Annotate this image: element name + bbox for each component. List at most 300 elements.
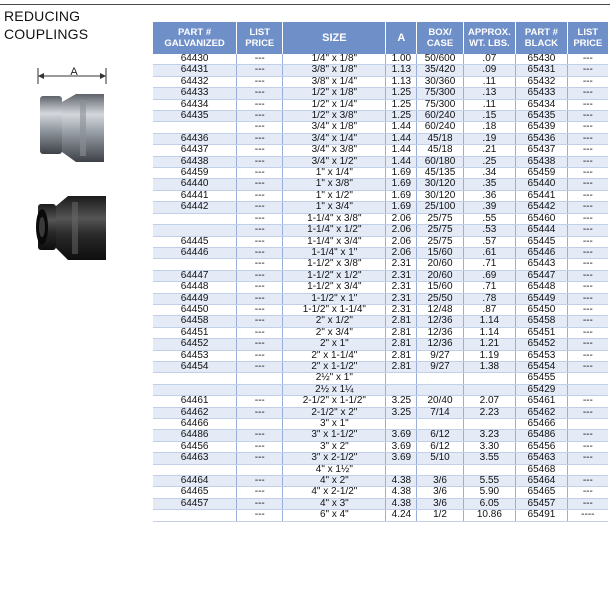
cell-approx-weight: 1.14 — [463, 316, 516, 327]
table-row — [153, 464, 608, 475]
cell-size: 1-1/2" x 3/8" — [283, 259, 386, 270]
cell-dimension-a: 1.25 — [386, 111, 417, 122]
title-line-2: COUPLINGS — [4, 26, 89, 42]
cell-part-black: 65443 — [516, 259, 568, 270]
cell-part-black: 65432 — [516, 76, 568, 87]
cell-dimension-a: 2.81 — [386, 327, 417, 338]
table-row — [153, 111, 608, 122]
cell-approx-weight: 3.30 — [463, 441, 516, 452]
cell-approx-weight: .36 — [463, 190, 516, 201]
cell-part-galvanized — [153, 259, 237, 270]
table-row — [153, 510, 608, 521]
cell-list-price-galvanized: --- — [237, 76, 283, 87]
cell-part-galvanized: 64454 — [153, 361, 237, 372]
cell-list-price-black: --- — [567, 476, 608, 487]
table-row — [153, 339, 608, 350]
cell-part-galvanized: 64433 — [153, 88, 237, 99]
cell-box-case: 25/100 — [417, 202, 463, 213]
cell-part-galvanized: 64453 — [153, 350, 237, 361]
cell-part-galvanized: 64442 — [153, 202, 237, 213]
cell-part-black: 65445 — [516, 236, 568, 247]
header-text: PART # — [524, 27, 558, 38]
cell-list-price-galvanized: --- — [237, 498, 283, 509]
cell-size: 3/4" x 1/8" — [283, 122, 386, 133]
cell-part-galvanized: 64437 — [153, 145, 237, 156]
cell-list-price-galvanized — [237, 373, 283, 384]
cell-box-case — [417, 419, 463, 430]
table-row — [153, 453, 608, 464]
cell-list-price-galvanized: --- — [237, 111, 283, 122]
cell-size: 2" x 1-1/2" — [283, 361, 386, 372]
cell-dimension-a: 1.44 — [386, 145, 417, 156]
cell-part-galvanized: 64441 — [153, 190, 237, 201]
table-row — [153, 168, 608, 179]
cell-box-case: 15/60 — [417, 282, 463, 293]
header-size — [283, 22, 386, 54]
cell-part-black: 65448 — [516, 282, 568, 293]
table-row — [153, 202, 608, 213]
table-row — [153, 327, 608, 338]
table-row — [153, 133, 608, 144]
cell-approx-weight: .61 — [463, 247, 516, 258]
cell-part-black: 65437 — [516, 145, 568, 156]
cell-box-case: 25/75 — [417, 213, 463, 224]
cell-size: 3/8" x 1/4" — [283, 76, 386, 87]
cell-approx-weight: .21 — [463, 145, 516, 156]
table-row — [153, 304, 608, 315]
cell-dimension-a: 2.31 — [386, 282, 417, 293]
cell-box-case — [417, 373, 463, 384]
cell-list-price-galvanized: --- — [237, 65, 283, 76]
cell-size: 2" x 3/4" — [283, 327, 386, 338]
cell-part-galvanized — [153, 213, 237, 224]
table-row — [153, 316, 608, 327]
black-coupling — [36, 196, 106, 260]
cell-approx-weight: .71 — [463, 259, 516, 270]
cell-size: 1-1/2" x 1/2" — [283, 270, 386, 281]
table-row — [153, 430, 608, 441]
cell-approx-weight: 6.05 — [463, 498, 516, 509]
cell-box-case: 45/135 — [417, 168, 463, 179]
cell-list-price-black: --- — [567, 270, 608, 281]
cell-dimension-a — [386, 373, 417, 384]
cell-approx-weight: 10.86 — [463, 510, 516, 521]
cell-list-price-black: --- — [567, 190, 608, 201]
cell-list-price-galvanized: --- — [237, 304, 283, 315]
cell-approx-weight: 3.23 — [463, 430, 516, 441]
cell-size: 1" x 1/2" — [283, 190, 386, 201]
cell-list-price-black: --- — [567, 179, 608, 190]
header-part-galvanized — [153, 22, 237, 54]
cell-list-price-galvanized: --- — [237, 350, 283, 361]
cell-part-black: 65434 — [516, 99, 568, 110]
table-row — [153, 156, 608, 167]
cell-part-black: 65436 — [516, 133, 568, 144]
cell-approx-weight: .55 — [463, 213, 516, 224]
cell-approx-weight: .39 — [463, 202, 516, 213]
cell-size: 4" x 1½" — [283, 464, 386, 475]
cell-list-price-galvanized: --- — [237, 247, 283, 258]
table-row — [153, 236, 608, 247]
cell-list-price-black: --- — [567, 247, 608, 258]
cell-list-price-galvanized: --- — [237, 99, 283, 110]
table-row — [153, 293, 608, 304]
cell-part-galvanized — [153, 225, 237, 236]
cell-part-black: 65453 — [516, 350, 568, 361]
cell-box-case: 12/48 — [417, 304, 463, 315]
cell-part-black: 65452 — [516, 339, 568, 350]
cell-part-black: 65461 — [516, 396, 568, 407]
cell-part-galvanized: 64449 — [153, 293, 237, 304]
cell-box-case: 12/36 — [417, 327, 463, 338]
cell-part-galvanized: 64446 — [153, 247, 237, 258]
table-row — [153, 213, 608, 224]
table-row — [153, 350, 608, 361]
cell-part-black: 65486 — [516, 430, 568, 441]
cell-dimension-a: 3.25 — [386, 407, 417, 418]
cell-list-price-black: --- — [567, 316, 608, 327]
table-row — [153, 225, 608, 236]
cell-approx-weight: .19 — [463, 133, 516, 144]
cell-part-galvanized: 64457 — [153, 498, 237, 509]
header-text: PART # — [178, 27, 212, 38]
table-row — [153, 441, 608, 452]
cell-list-price-galvanized: --- — [237, 270, 283, 281]
cell-approx-weight: .13 — [463, 88, 516, 99]
cell-box-case: 20/60 — [417, 270, 463, 281]
cell-size: 1-1/4" x 1" — [283, 247, 386, 258]
cell-box-case: 30/360 — [417, 76, 463, 87]
cell-list-price-galvanized: --- — [237, 88, 283, 99]
cell-size: 3" x 2-1/2" — [283, 453, 386, 464]
cell-box-case: 12/36 — [417, 339, 463, 350]
cell-size: 2½ x 1¼ — [283, 384, 386, 395]
cell-part-galvanized: 64452 — [153, 339, 237, 350]
cell-list-price-black: --- — [567, 54, 608, 65]
cell-list-price-galvanized: --- — [237, 213, 283, 224]
cell-list-price-black: --- — [567, 213, 608, 224]
cell-approx-weight: .18 — [463, 122, 516, 133]
cell-list-price-galvanized: --- — [237, 156, 283, 167]
cell-part-black: 65431 — [516, 65, 568, 76]
cell-approx-weight — [463, 373, 516, 384]
cell-list-price-black: --- — [567, 327, 608, 338]
cell-list-price-black: --- — [567, 202, 608, 213]
cell-part-galvanized: 64435 — [153, 111, 237, 122]
cell-part-galvanized: 64438 — [153, 156, 237, 167]
table-row — [153, 145, 608, 156]
header-text: PRICE — [573, 38, 603, 49]
cell-list-price-galvanized: --- — [237, 441, 283, 452]
cell-part-galvanized: 64465 — [153, 487, 237, 498]
cell-dimension-a: 2.06 — [386, 213, 417, 224]
cell-list-price-galvanized: --- — [237, 327, 283, 338]
cell-dimension-a: 3.69 — [386, 453, 417, 464]
cell-approx-weight: .11 — [463, 99, 516, 110]
cell-list-price-galvanized — [237, 464, 283, 475]
cell-approx-weight: .69 — [463, 270, 516, 281]
table-row — [153, 419, 608, 430]
cell-box-case: 7/14 — [417, 407, 463, 418]
table-row — [153, 190, 608, 201]
cell-dimension-a: 2.31 — [386, 270, 417, 281]
cell-approx-weight: .09 — [463, 65, 516, 76]
cell-part-galvanized: 64486 — [153, 430, 237, 441]
cell-size: 1-1/4" x 1/2" — [283, 225, 386, 236]
cell-dimension-a: 4.38 — [386, 487, 417, 498]
cell-list-price-galvanized — [237, 384, 283, 395]
cell-dimension-a: 4.38 — [386, 498, 417, 509]
cell-box-case: 3/6 — [417, 487, 463, 498]
cell-size: 1/2" x 1/8" — [283, 88, 386, 99]
header-part-black — [516, 22, 568, 54]
page-title — [4, 7, 88, 43]
cell-list-price-galvanized: --- — [237, 407, 283, 418]
cell-approx-weight: .57 — [463, 236, 516, 247]
cell-size: 2" x 1" — [283, 339, 386, 350]
cell-approx-weight: 2.23 — [463, 407, 516, 418]
cell-dimension-a: 1.25 — [386, 99, 417, 110]
cell-list-price-black: --- — [567, 396, 608, 407]
cell-list-price-black: --- — [567, 259, 608, 270]
cell-approx-weight: .53 — [463, 225, 516, 236]
top-rule — [0, 4, 610, 5]
table-row — [153, 361, 608, 372]
cell-part-black: 65433 — [516, 88, 568, 99]
cell-dimension-a: 3.69 — [386, 441, 417, 452]
cell-part-galvanized: 64464 — [153, 476, 237, 487]
cell-size: 3/8" x 1/8" — [283, 65, 386, 76]
table-header-row — [153, 22, 608, 54]
cell-approx-weight: 1.38 — [463, 361, 516, 372]
table-row — [153, 282, 608, 293]
cell-size: 1-1/4" x 3/4" — [283, 236, 386, 247]
table-row — [153, 122, 608, 133]
cell-size: 3" x 1" — [283, 419, 386, 430]
cell-part-galvanized: 64461 — [153, 396, 237, 407]
cell-box-case: 6/12 — [417, 430, 463, 441]
cell-part-black: 65447 — [516, 270, 568, 281]
cell-list-price-black: --- — [567, 88, 608, 99]
cell-box-case — [417, 464, 463, 475]
cell-part-galvanized: 64447 — [153, 270, 237, 281]
cell-approx-weight: .07 — [463, 54, 516, 65]
cell-size: 1/2" x 1/4" — [283, 99, 386, 110]
cell-list-price-black: --- — [567, 236, 608, 247]
cell-part-galvanized: 64458 — [153, 316, 237, 327]
cell-box-case: 1/2 — [417, 510, 463, 521]
cell-approx-weight: 1.14 — [463, 327, 516, 338]
cell-box-case: 45/18 — [417, 145, 463, 156]
cell-box-case: 3/6 — [417, 476, 463, 487]
cell-dimension-a: 1.13 — [386, 65, 417, 76]
cell-size: 4" x 2" — [283, 476, 386, 487]
cell-list-price-galvanized: --- — [237, 168, 283, 179]
cell-list-price-galvanized: --- — [237, 133, 283, 144]
header-box-case — [417, 22, 463, 54]
cell-approx-weight: .15 — [463, 111, 516, 122]
cell-list-price-black — [567, 373, 608, 384]
cell-list-price-black — [567, 464, 608, 475]
cell-box-case: 5/10 — [417, 453, 463, 464]
cell-dimension-a — [386, 464, 417, 475]
coupling-table — [153, 22, 608, 522]
header-text: LIST — [249, 27, 271, 38]
cell-dimension-a: 2.31 — [386, 259, 417, 270]
cell-list-price-black: --- — [567, 111, 608, 122]
cell-approx-weight: .35 — [463, 179, 516, 190]
table-row — [153, 270, 608, 281]
cell-approx-weight — [463, 419, 516, 430]
table-row — [153, 373, 608, 384]
cell-dimension-a: 2.06 — [386, 247, 417, 258]
cell-approx-weight — [463, 384, 516, 395]
table-row — [153, 179, 608, 190]
header-dimension-a — [386, 22, 417, 54]
cell-approx-weight: 2.07 — [463, 396, 516, 407]
cell-part-galvanized — [153, 384, 237, 395]
cell-part-black: 65441 — [516, 190, 568, 201]
header-list-price-galvanized — [237, 22, 283, 54]
cell-part-black: 65440 — [516, 179, 568, 190]
cell-part-black: 65451 — [516, 327, 568, 338]
header-text: SIZE — [322, 31, 347, 44]
cell-dimension-a: 1.00 — [386, 54, 417, 65]
table-row — [153, 65, 608, 76]
cell-box-case: 15/60 — [417, 247, 463, 258]
cell-list-price-black: --- — [567, 361, 608, 372]
table-row — [153, 498, 608, 509]
cell-part-galvanized: 64463 — [153, 453, 237, 464]
table-row — [153, 259, 608, 270]
cell-list-price-galvanized: --- — [237, 259, 283, 270]
cell-list-price-black: --- — [567, 133, 608, 144]
cell-dimension-a: 1.44 — [386, 133, 417, 144]
cell-box-case: 75/300 — [417, 99, 463, 110]
cell-box-case: 25/50 — [417, 293, 463, 304]
cell-list-price-black: --- — [567, 225, 608, 236]
cell-size: 4" x 3" — [283, 498, 386, 509]
table-row — [153, 247, 608, 258]
cell-part-galvanized: 64466 — [153, 419, 237, 430]
cell-part-galvanized: 64459 — [153, 168, 237, 179]
coupling-illustration — [28, 64, 128, 284]
cell-list-price-galvanized: --- — [237, 282, 283, 293]
cell-list-price-galvanized: --- — [237, 361, 283, 372]
cell-box-case: 50/600 — [417, 54, 463, 65]
cell-dimension-a: 1.44 — [386, 156, 417, 167]
cell-part-black: 65459 — [516, 168, 568, 179]
cell-list-price-black — [567, 384, 608, 395]
cell-part-black: 65463 — [516, 453, 568, 464]
cell-list-price-galvanized: --- — [237, 487, 283, 498]
cell-dimension-a: 1.25 — [386, 88, 417, 99]
cell-box-case: 60/180 — [417, 156, 463, 167]
header-text: CASE — [426, 38, 454, 49]
cell-part-black: 65442 — [516, 202, 568, 213]
cell-box-case: 3/6 — [417, 498, 463, 509]
cell-part-galvanized: 64432 — [153, 76, 237, 87]
header-text: GALVANIZED — [164, 38, 225, 49]
cell-part-galvanized — [153, 122, 237, 133]
cell-box-case: 30/120 — [417, 190, 463, 201]
cell-part-galvanized — [153, 464, 237, 475]
table-row — [153, 407, 608, 418]
cell-dimension-a: 1.69 — [386, 202, 417, 213]
cell-approx-weight: .71 — [463, 282, 516, 293]
cell-part-galvanized: 64431 — [153, 65, 237, 76]
cell-list-price-black — [567, 419, 608, 430]
cell-part-black: 65465 — [516, 487, 568, 498]
table-row — [153, 54, 608, 65]
cell-part-galvanized: 64440 — [153, 179, 237, 190]
cell-dimension-a: 4.38 — [386, 476, 417, 487]
cell-list-price-black: --- — [567, 156, 608, 167]
cell-part-galvanized — [153, 373, 237, 384]
cell-list-price-galvanized: --- — [237, 179, 283, 190]
cell-list-price-galvanized: --- — [237, 145, 283, 156]
cell-list-price-black: --- — [567, 122, 608, 133]
cell-approx-weight: .78 — [463, 293, 516, 304]
cell-list-price-galvanized: --- — [237, 202, 283, 213]
cell-list-price-black: --- — [567, 350, 608, 361]
cell-size: 2" x 1-1/4" — [283, 350, 386, 361]
table-row — [153, 76, 608, 87]
cell-size: 3/4" x 1/2" — [283, 156, 386, 167]
cell-size: 1/2" x 3/8" — [283, 111, 386, 122]
galvanized-coupling — [40, 94, 104, 162]
table-row — [153, 476, 608, 487]
cell-list-price-galvanized: --- — [237, 510, 283, 521]
cell-dimension-a: 1.13 — [386, 76, 417, 87]
cell-part-galvanized — [153, 510, 237, 521]
cell-part-black: 65429 — [516, 384, 568, 395]
cell-list-price-black: --- — [567, 453, 608, 464]
cell-list-price-galvanized: --- — [237, 122, 283, 133]
cell-size: 1-1/4" x 3/8" — [283, 213, 386, 224]
cell-dimension-a: 2.06 — [386, 225, 417, 236]
cell-part-black: 65458 — [516, 316, 568, 327]
cell-size: 3" x 1-1/2" — [283, 430, 386, 441]
header-text: BOX/ — [428, 27, 452, 38]
cell-size: 2-1/2" x 1-1/2" — [283, 396, 386, 407]
cell-box-case: 35/420 — [417, 65, 463, 76]
cell-size: 2½" x 1" — [283, 373, 386, 384]
cell-part-black: 65438 — [516, 156, 568, 167]
cell-box-case: 60/240 — [417, 122, 463, 133]
cell-size: 3/4" x 1/4" — [283, 133, 386, 144]
cell-dimension-a: 1.69 — [386, 190, 417, 201]
cell-size: 1/4" x 1/8" — [283, 54, 386, 65]
cell-approx-weight: 5.90 — [463, 487, 516, 498]
cell-approx-weight: .87 — [463, 304, 516, 315]
cell-part-black: 65454 — [516, 361, 568, 372]
cell-part-galvanized: 64436 — [153, 133, 237, 144]
cell-part-galvanized: 64456 — [153, 441, 237, 452]
cell-list-price-black: --- — [567, 145, 608, 156]
cell-dimension-a: 2.31 — [386, 293, 417, 304]
cell-list-price-black: --- — [567, 339, 608, 350]
cell-part-galvanized: 64450 — [153, 304, 237, 315]
cell-box-case: 25/75 — [417, 236, 463, 247]
cell-dimension-a: 2.81 — [386, 350, 417, 361]
cell-size: 1" x 3/8" — [283, 179, 386, 190]
dimension-label: A — [70, 66, 78, 78]
cell-list-price-black: --- — [567, 430, 608, 441]
cell-part-black: 65464 — [516, 476, 568, 487]
cell-box-case: 20/60 — [417, 259, 463, 270]
table-row — [153, 396, 608, 407]
